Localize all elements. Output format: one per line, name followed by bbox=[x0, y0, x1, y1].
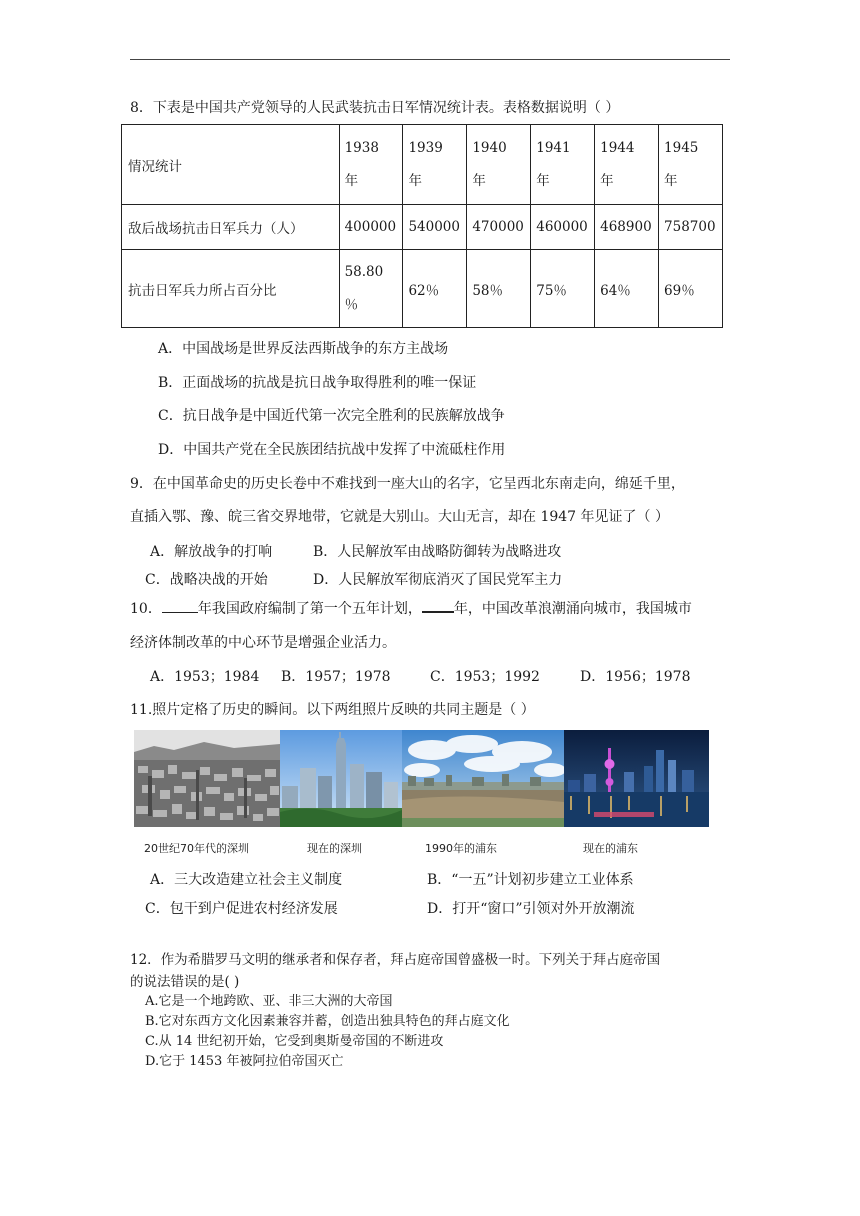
table-cell: 69％ bbox=[659, 250, 723, 328]
q10-option-d: D．1956；1978 bbox=[580, 669, 691, 685]
table-cell: 58.80 ％ bbox=[339, 250, 403, 328]
q9-option-d: D．人民解放军彻底消灭了国民党军主力 bbox=[313, 572, 563, 588]
q9-option-a: A．解放战争的打响 bbox=[150, 544, 273, 560]
photo-shenzhen-1970s bbox=[134, 730, 280, 827]
q9-stem-line1: 9．在中国革命史的历史长卷中不难找到一座大山的名字，它呈西北东南走向，绵延千里， bbox=[130, 476, 685, 492]
table-cell: 460000 bbox=[531, 205, 595, 250]
q9-option-c: C．战略决战的开始 bbox=[145, 572, 268, 588]
table-cell: 62％ bbox=[403, 250, 467, 328]
q10-option-a: A．1953；1984 bbox=[150, 669, 260, 685]
year-cell: 1938 年 bbox=[339, 125, 403, 205]
photo-caption-1: 20世纪70年代的深圳 bbox=[144, 842, 249, 855]
q12-stem-line1: 12．作为希腊罗马文明的继承者和保存者，拜占庭帝国曾盛极一时。下列关于拜占庭帝国 bbox=[130, 952, 661, 968]
q11-option-d: D．打开“窗口”引领对外开放潮流 bbox=[427, 901, 635, 917]
q12-option-b: B.它对东西方文化因素兼容并蓄，创造出独具特色的拜占庭文化 bbox=[145, 1014, 510, 1029]
q9-stem-line2: 直插入鄂、豫、皖三省交界地带，它就是大别山。大山无言，却在 1947 年见证了（ ） bbox=[130, 509, 669, 525]
photo-pudong-now bbox=[564, 730, 709, 827]
table-cell: 64％ bbox=[595, 250, 659, 328]
photo-caption-3: 1990年的浦东 bbox=[425, 842, 497, 855]
q11-stem: 11.照片定格了历史的瞬间。以下两组照片反映的共同主题是（ ） bbox=[130, 702, 535, 718]
q8-option-b: B．正面战场的抗战是抗日战争取得胜利的唯一保证 bbox=[158, 375, 477, 391]
row1-label: 敌后战场抗击日军兵力（人） bbox=[122, 205, 340, 250]
table-cell: 75％ bbox=[531, 250, 595, 328]
photo-caption-4: 现在的浦东 bbox=[583, 842, 638, 855]
q8-option-a: A．中国战场是世界反法西斯战争的东方主战场 bbox=[158, 341, 449, 357]
table-cell: 470000 bbox=[467, 205, 531, 250]
table-header-label: 情况统计 bbox=[122, 125, 340, 205]
table-cell: 468900 bbox=[595, 205, 659, 250]
q12-option-c: C.从 14 世纪初开始，它受到奥斯曼帝国的不断进攻 bbox=[145, 1034, 444, 1049]
year-cell: 1944 年 bbox=[595, 125, 659, 205]
q12-option-d: D.它于 1453 年被阿拉伯帝国灭亡 bbox=[145, 1054, 344, 1069]
q11-option-a: A．三大改造建立社会主义制度 bbox=[150, 872, 343, 888]
q11-option-c: C．包干到户促进农村经济发展 bbox=[145, 901, 338, 917]
header-rule bbox=[130, 59, 730, 60]
blank-2 bbox=[422, 599, 454, 613]
q12-stem-line2: 的说法错误的是( ) bbox=[130, 974, 240, 990]
row2-label: 抗击日军兵力所占百分比 bbox=[122, 250, 340, 328]
year-cell: 1939 年 bbox=[403, 125, 467, 205]
q10-option-c: C．1953；1992 bbox=[430, 669, 540, 685]
table-cell: 758700 bbox=[659, 205, 723, 250]
photo-shenzhen-now bbox=[280, 730, 402, 827]
q10-stem-line2: 经济体制改革的中心环节是增强企业活力。 bbox=[130, 635, 396, 651]
table-cell: 58％ bbox=[467, 250, 531, 328]
year-cell: 1940 年 bbox=[467, 125, 531, 205]
q12-option-a: A.它是一个地跨欧、亚、非三大洲的大帝国 bbox=[145, 994, 393, 1009]
blank-1 bbox=[162, 600, 198, 613]
q11-option-b: B．“一五”计划初步建立工业体系 bbox=[427, 872, 634, 888]
q8-stem: 8．下表是中国共产党领导的人民武装抗击日军情况统计表。表格数据说明（ ） bbox=[130, 100, 620, 116]
q8-option-d: D．中国共产党在全民族团结抗战中发挥了中流砥柱作用 bbox=[158, 442, 506, 458]
photo-caption-2: 现在的深圳 bbox=[307, 842, 362, 855]
q8-option-c: C．抗日战争是中国近代第一次完全胜利的民族解放战争 bbox=[158, 408, 505, 424]
year-cell: 1945 年 bbox=[659, 125, 723, 205]
year-cell: 1941 年 bbox=[531, 125, 595, 205]
q9-option-b: B．人民解放军由战略防御转为战略进攻 bbox=[313, 544, 562, 560]
table-cell: 400000 bbox=[339, 205, 403, 250]
q10-option-b: B．1957；1978 bbox=[281, 669, 391, 685]
photo-pudong-1990 bbox=[402, 730, 564, 827]
table-cell: 540000 bbox=[403, 205, 467, 250]
q8-stats-table bbox=[121, 124, 723, 328]
q10-stem-line1: 10． 年我国政府编制了第一个五年计划， 年，中国改革浪潮涌向城市，我国城市 bbox=[130, 601, 692, 617]
